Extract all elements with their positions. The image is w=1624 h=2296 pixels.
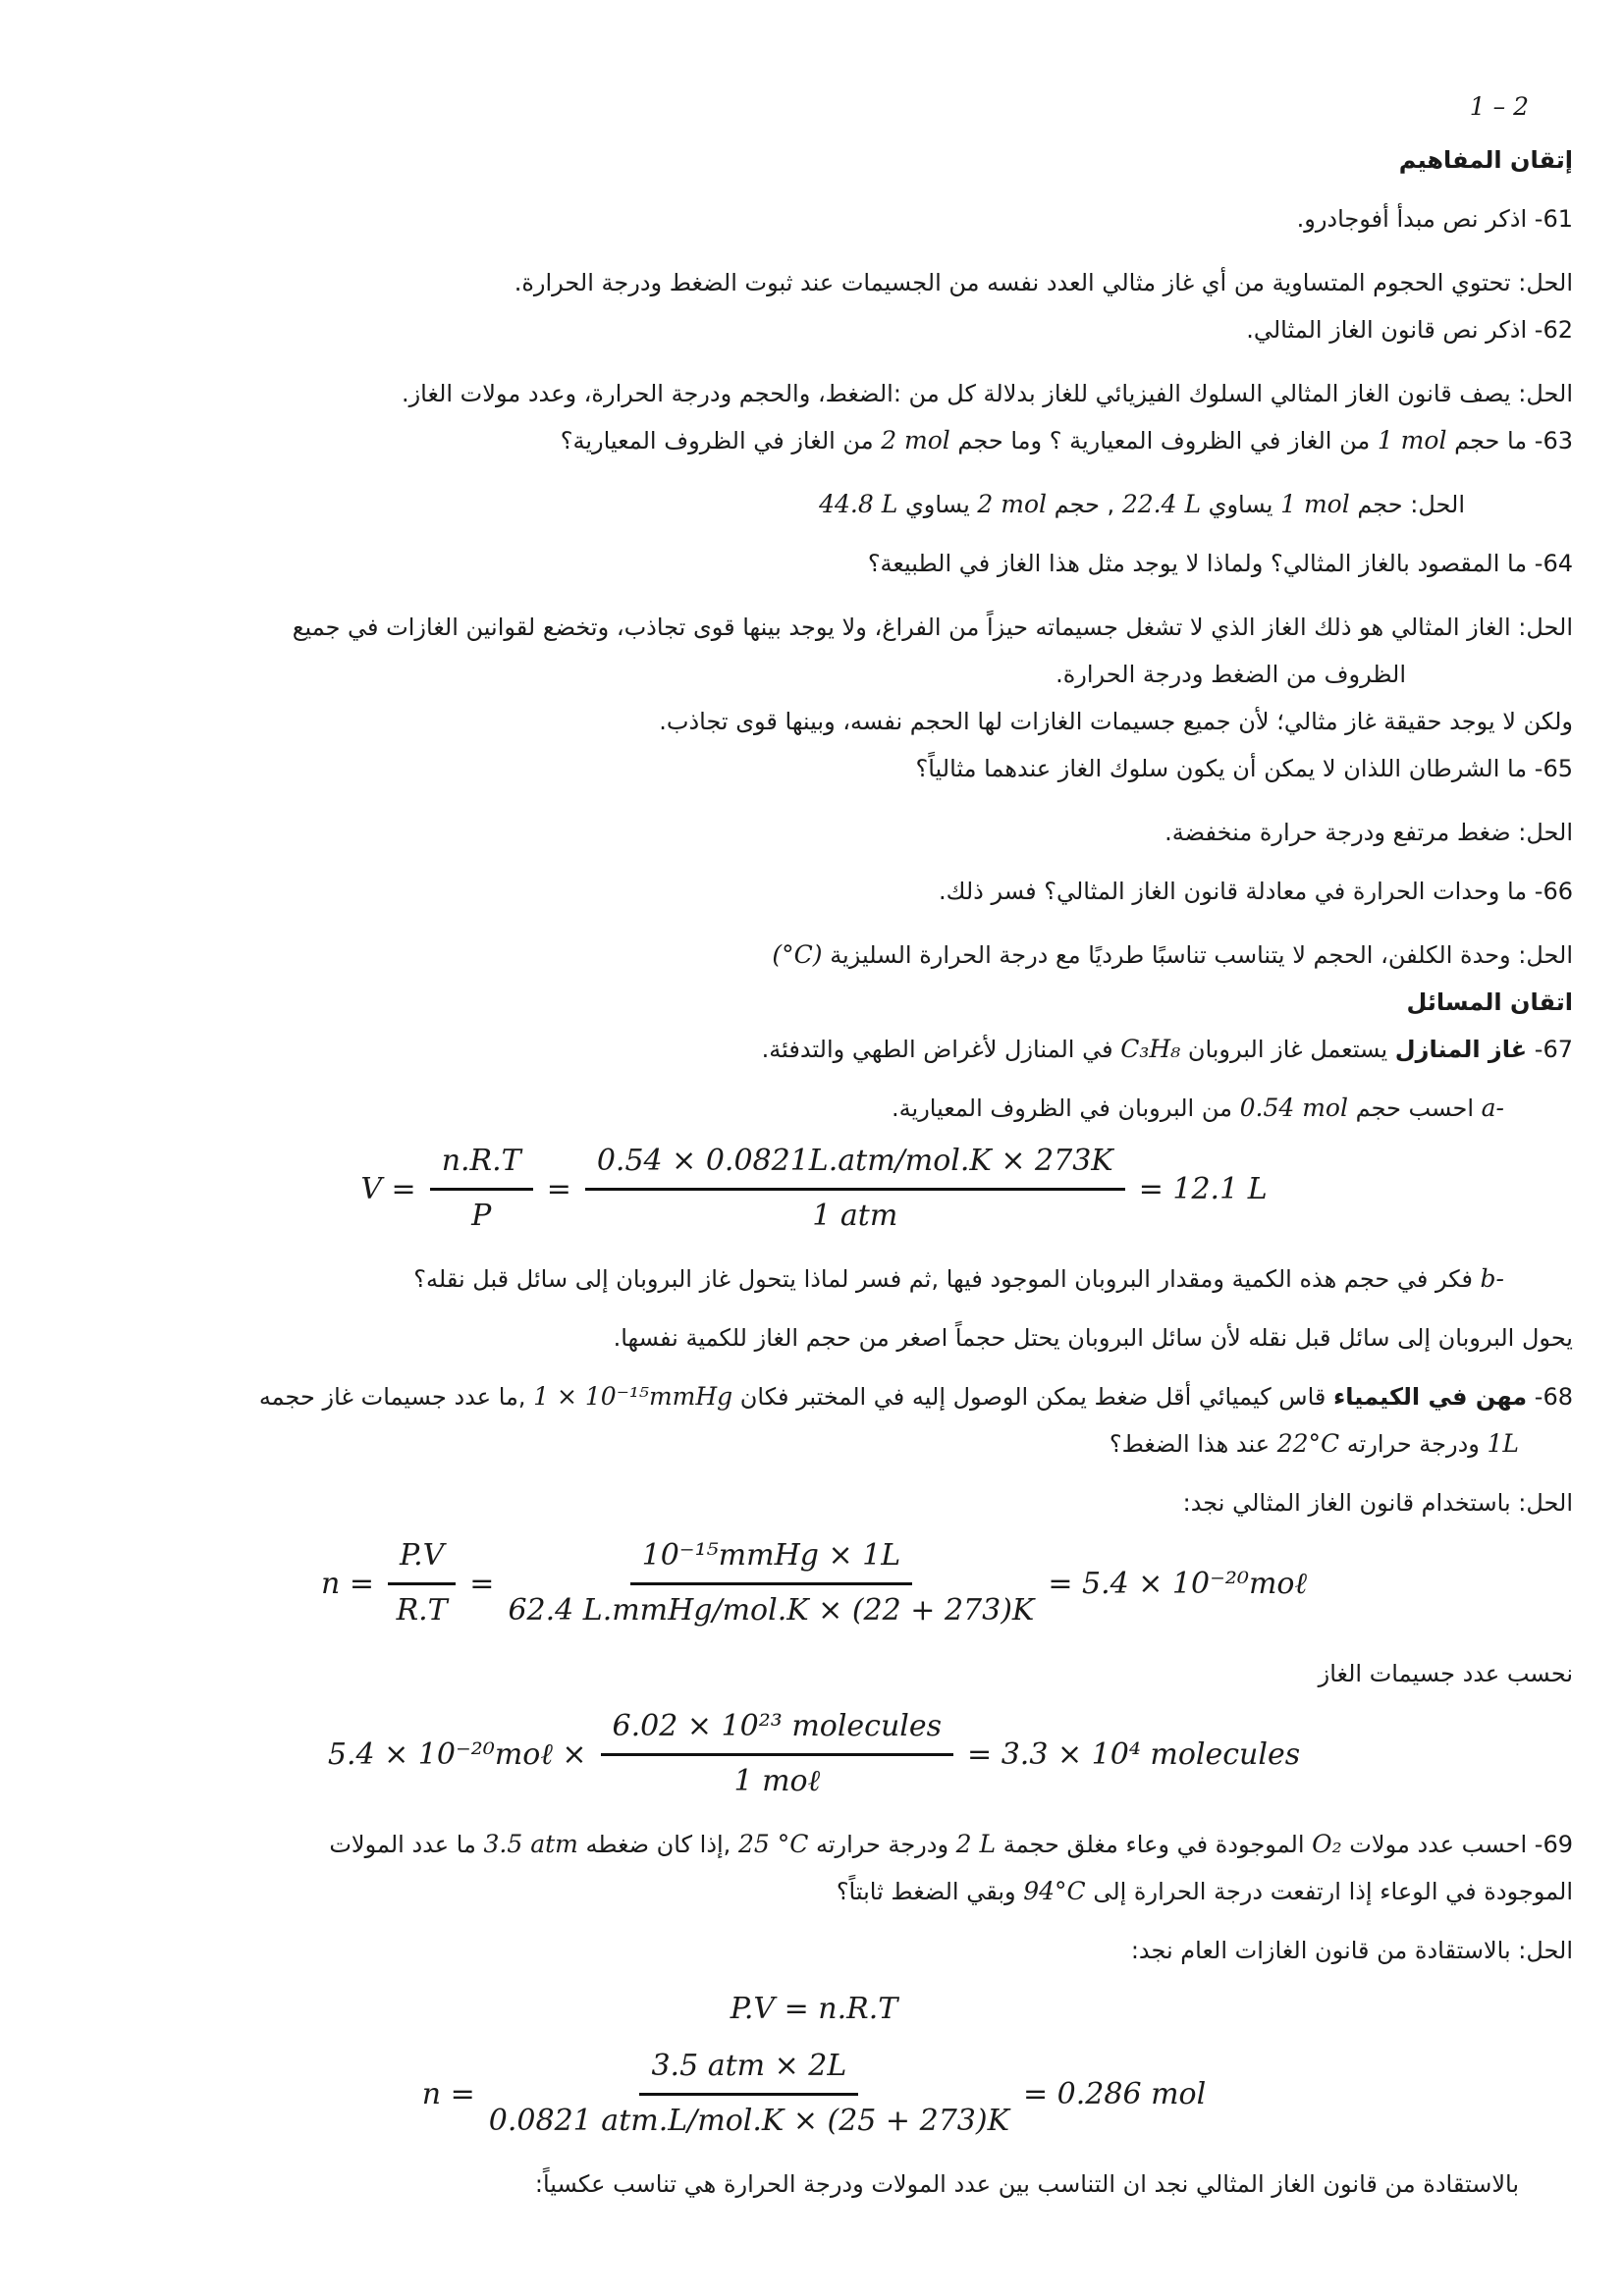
fraction bbox=[601, 1710, 954, 1798]
text-segment: وبقي الضغط ثابتاً؟ bbox=[836, 1878, 1024, 1905]
solution-67b: يحول البروبان إلى سائل قبل نقله لأن سائل البروبان يحتل حجماً اصغر من حجم الغاز للكمية نفسها. bbox=[613, 1324, 1573, 1352]
equation-69b bbox=[94, 2050, 1534, 2138]
question-68-line2 bbox=[55, 1421, 1573, 1467]
question-62: 62- اذكر نص قانون الغاز المثالي. bbox=[1246, 316, 1573, 344]
fraction bbox=[585, 1145, 1125, 1233]
solution-68-note: نحسب عدد جسيمات الغاز bbox=[1318, 1660, 1573, 1687]
denominator: P bbox=[471, 1198, 492, 1233]
item-letter-b: b- bbox=[1480, 1264, 1504, 1293]
question-66: 66- ما وحدات الحرارة في معادلة قانون الغاز المثالي؟ فسر ذلك. bbox=[939, 878, 1573, 905]
solution-64-line2: الظروف من الضغط ودرجة الحرارة. bbox=[1056, 661, 1406, 688]
text-segment: ,ما عدد جسيمات غاز حجمه bbox=[258, 1383, 534, 1411]
solution-64-note: ولكن لا يوجد حقيقة غاز مثالي؛ لأن جميع جسيمات الغازات لها الحجم نفسه، وبينها قوى تجاذب. bbox=[659, 708, 1573, 735]
solution-62: الحل: يصف قانون الغاز المثالي السلوك الفيزيائي للغاز بدلالة كل من :الضغط، والحجم ودرجة الحرارة، وعدد مولات الغاز. bbox=[401, 380, 1573, 407]
fraction bbox=[430, 1145, 533, 1233]
equation-69-ideal-gas-law: P.V = n.R.T bbox=[730, 1992, 898, 2026]
volume-value: 1L bbox=[1487, 1429, 1519, 1458]
equals-sign: = bbox=[546, 1171, 571, 1206]
equation-68b bbox=[94, 1710, 1534, 1798]
inline-math: 22.4 L bbox=[1121, 490, 1202, 518]
text-segment: ما عدد المولات bbox=[329, 1831, 484, 1858]
page-number-text: 1 – 2 bbox=[1469, 92, 1529, 121]
inline-math: 2 mol bbox=[977, 490, 1047, 518]
text-segment: يساوي bbox=[1201, 491, 1281, 518]
question-61: 61- اذكر نص مبدأ أفوجادرو. bbox=[1296, 205, 1573, 233]
solution-61: الحل: تحتوي الحجوم المتساوية من أي غاز مثالي العدد نفسه من الجسيمات عند ثبوت الضغط ودرجة الحرارة. bbox=[514, 269, 1573, 296]
inline-math: 44.8 L bbox=[819, 490, 898, 518]
text-segment: الحل: حجم bbox=[1349, 491, 1465, 518]
question-67 bbox=[55, 1027, 1573, 1072]
temperature-value: 22°C bbox=[1276, 1429, 1340, 1458]
question-67a bbox=[55, 1086, 1573, 1131]
text-segment: من الغاز في الظروف المعيارية؟ bbox=[560, 427, 882, 454]
fraction bbox=[388, 1539, 456, 1628]
fraction bbox=[508, 1539, 1034, 1628]
question-68-line1 bbox=[55, 1374, 1573, 1419]
question-63 bbox=[55, 418, 1573, 463]
propane-formula: C₃H₈ bbox=[1120, 1035, 1181, 1063]
page-number bbox=[55, 84, 1573, 130]
inline-math: 2 mol bbox=[881, 426, 950, 454]
equation-lhs: 5.4 × 10⁻²⁰moℓ × bbox=[327, 1736, 587, 1772]
question-67b bbox=[55, 1256, 1573, 1302]
pressure-value: 3.5 atm bbox=[483, 1830, 578, 1858]
numerator: P.V bbox=[388, 1539, 456, 1585]
item-letter-a: a- bbox=[1481, 1094, 1504, 1122]
question-64: 64- ما المقصود بالغاز المثالي؟ ولماذا لا يوجد مثل هذا الغاز في الطبيعة؟ bbox=[867, 550, 1573, 577]
equation-lhs: n = bbox=[320, 1566, 374, 1601]
text-segment: احسب حجم bbox=[1347, 1095, 1482, 1122]
fraction bbox=[489, 2050, 1009, 2138]
text-segment: من البروبان في الظروف المعيارية. bbox=[892, 1095, 1240, 1122]
temperature-value: 94°C bbox=[1023, 1877, 1086, 1905]
numerator: 3.5 atm × 2L bbox=[639, 2050, 858, 2096]
heading-mastering-concepts: إتقان المفاهيم bbox=[1398, 146, 1573, 174]
celsius-unit: (°C) bbox=[772, 940, 823, 969]
solution-64-line1: الحل: الغاز المثالي هو ذلك الغاز الذي لا تشغل جسيماته حيزاً من الفراغ، ولا يوجد بينها قوى تجاذب، وتخضع لقوانين الغازات في جميع bbox=[292, 614, 1573, 641]
equation-result: = 0.286 mol bbox=[1022, 2076, 1207, 2111]
oxygen-formula: O₂ bbox=[1312, 1830, 1342, 1858]
text-segment: الحل: وحدة الكلفن، الحجم لا يتناسب تناسبًا طرديًا مع درجة الحرارة السليزية bbox=[822, 941, 1573, 969]
solution-68-intro: الحل: باستخدام قانون الغاز المثالي نجد: bbox=[1182, 1489, 1573, 1517]
numerator: 10⁻¹⁵mmHg × 1L bbox=[630, 1539, 913, 1585]
equation-68a bbox=[94, 1539, 1534, 1628]
text-segment: فكر في حجم هذه الكمية ومقدار البروبان الموجود فيها ,ثم فسر لماذا يتحول غاز البروبان إلى سائل قبل نقله؟ bbox=[413, 1265, 1481, 1293]
equation-result: = 12.1 L bbox=[1138, 1171, 1268, 1206]
denominator: R.T bbox=[396, 1592, 448, 1628]
pressure-value: 1 × 10⁻¹⁵mmHg bbox=[533, 1382, 733, 1411]
temperature-value: 25 °C bbox=[737, 1830, 809, 1858]
text-segment: ,إذا كان ضغطه bbox=[577, 1831, 738, 1858]
text-segment: 68- bbox=[1527, 1383, 1573, 1411]
text-segment: من الغاز في الظروف المعيارية ؟ وما حجم bbox=[949, 427, 1378, 454]
solution-69-intro: الحل: بالاستقادة من قانون الغازات العام نجد: bbox=[1130, 1937, 1573, 1964]
text-segment: 63- ما حجم bbox=[1446, 427, 1573, 454]
numerator: 0.54 × 0.0821L.atm/mol.K × 273K bbox=[585, 1145, 1125, 1191]
numerator: n.R.T bbox=[430, 1145, 533, 1191]
text-segment: يستعمل غاز البروبان bbox=[1180, 1036, 1395, 1063]
denominator: 0.0821 atm.L/mol.K × (25 + 273)K bbox=[488, 2103, 1009, 2138]
equation-result: = 5.4 × 10⁻²⁰moℓ bbox=[1048, 1566, 1307, 1601]
inline-math: 0.54 mol bbox=[1239, 1094, 1348, 1122]
closing-note: بالاستقادة من قانون الغاز المثالي نجد ان التناسب بين عدد المولات ودرجة الحرارة هي تناسب عكسياً: bbox=[534, 2170, 1519, 2198]
inline-math: 1 mol bbox=[1377, 426, 1447, 454]
equation-67a bbox=[94, 1145, 1534, 1233]
inline-math: 1 mol bbox=[1280, 490, 1350, 518]
text-segment: في المنازل لأغراض الطهي والتدفئة. bbox=[761, 1036, 1121, 1063]
volume-value: 2 L bbox=[955, 1830, 997, 1858]
equation-result: = 3.3 × 10⁴ molecules bbox=[967, 1736, 1301, 1772]
solution-65: الحل: ضغط مرتفع ودرجة حرارة منخفضة. bbox=[1164, 819, 1573, 846]
question-65: 65- ما الشرطان اللذان لا يمكن أن يكون سلوك الغاز عندهما مثالياً؟ bbox=[915, 755, 1573, 782]
denominator: 1 moℓ bbox=[733, 1763, 821, 1798]
question-69-line1 bbox=[55, 1822, 1573, 1867]
solution-63 bbox=[55, 482, 1573, 527]
text-segment: , حجم bbox=[1047, 491, 1122, 518]
text-segment: 67- bbox=[1527, 1036, 1573, 1063]
text-segment: عند هذا الضغط؟ bbox=[1109, 1430, 1277, 1458]
text-segment: يساوي bbox=[897, 491, 978, 518]
question-69-line2 bbox=[55, 1869, 1573, 1914]
bold-lead-in: مهن في الكيمياء bbox=[1332, 1383, 1528, 1411]
equals-sign: = bbox=[469, 1566, 495, 1601]
numerator: 6.02 × 10²³ molecules bbox=[601, 1710, 954, 1756]
text-segment: قاس كيميائي أقل ضغط يمكن الوصول إليه في المختبر فكان bbox=[732, 1383, 1333, 1411]
bold-lead-in: غاز المنازل bbox=[1394, 1036, 1528, 1063]
equation-lhs: n = bbox=[421, 2076, 475, 2111]
text-segment: الموجودة في الوعاء إذا ارتفعت درجة الحرارة إلى bbox=[1085, 1878, 1573, 1905]
heading-mastering-problems: اتقان المسائل bbox=[1406, 988, 1573, 1016]
text-segment: 69- احسب عدد مولات bbox=[1341, 1831, 1573, 1858]
denominator: 1 atm bbox=[812, 1198, 898, 1233]
text-segment: ودرجة حرارته bbox=[808, 1831, 956, 1858]
text-segment: ودرجة حرارته bbox=[1339, 1430, 1488, 1458]
denominator: 62.4 L.mmHg/mol.K × (22 + 273)K bbox=[508, 1592, 1035, 1628]
text-segment: الموجودة في وعاء مغلق حجمة bbox=[996, 1831, 1313, 1858]
equation-lhs: V = bbox=[360, 1171, 416, 1206]
solution-66 bbox=[55, 933, 1573, 978]
